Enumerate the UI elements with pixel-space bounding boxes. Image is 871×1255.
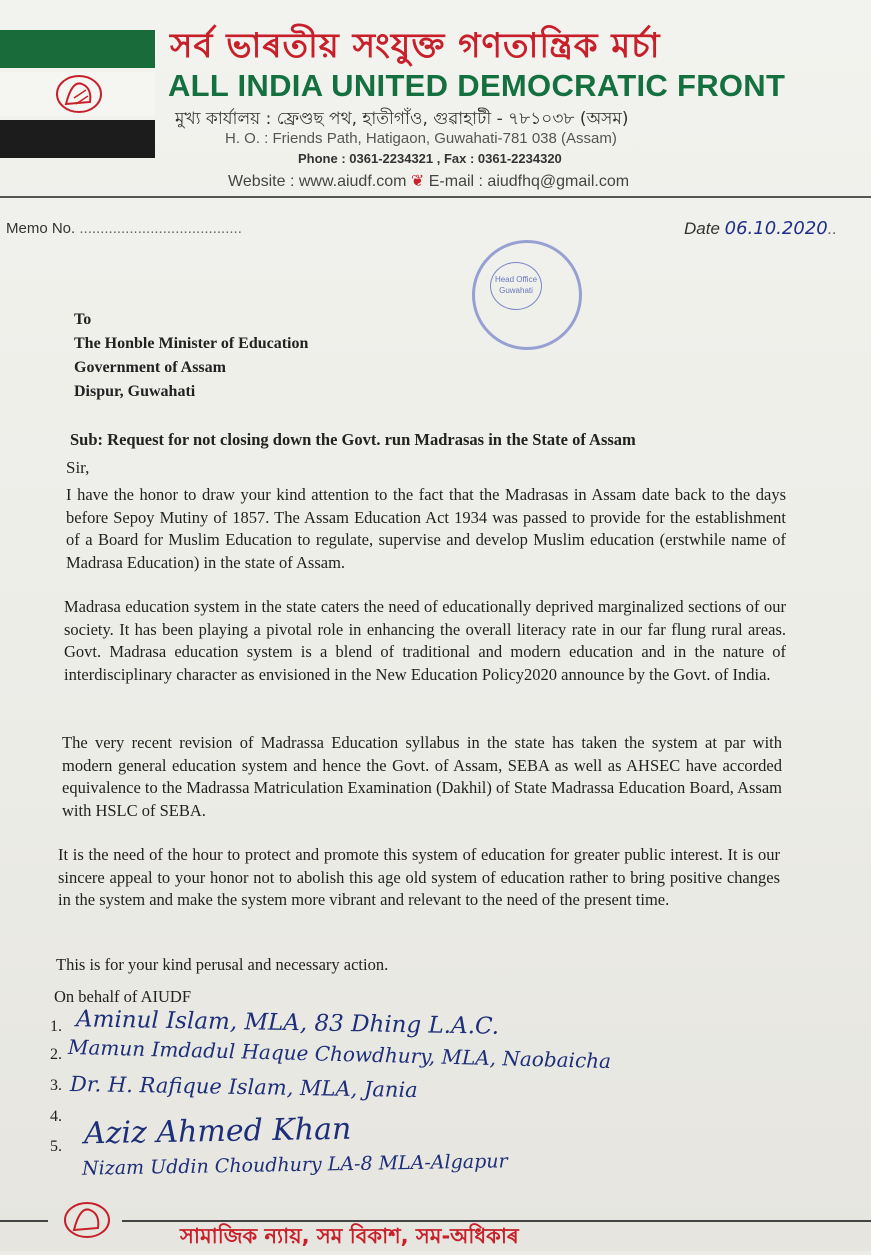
recipient-address [74, 308, 308, 404]
flag-green-stripe [0, 30, 155, 68]
email: E-mail : aiudfhq@gmail.com [428, 173, 630, 190]
seal-line-1: Head Office [494, 275, 538, 284]
recipient-line-2: Government of Assam [74, 359, 226, 376]
phone-fax: Phone : 0361-2234321 , Fax : 0361-2234320 [298, 151, 562, 166]
memo-dots: ....................................... [79, 220, 242, 237]
footer-slogan: সামাজিক ন্যায়, সম বিকাশ, সম-অধিকাৰ [180, 1224, 519, 1248]
memo-number [6, 220, 242, 237]
separator-logo-icon: ❦ [410, 173, 429, 190]
seal-line-2: Guwahati [499, 286, 533, 295]
date-label: Date [684, 219, 720, 238]
recipient-to: To [74, 311, 92, 328]
signatory-number-4: 4. [50, 1108, 62, 1125]
footer-line-left [0, 1220, 48, 1222]
signatory-number-1: 1. [50, 1018, 62, 1035]
flag-black-stripe [0, 120, 155, 158]
address-bengali: মুখ্য কাৰ্যালয় : ফ্ৰেণ্ডছ পথ, হাতীগাঁও, গুৱাহাটী - ৭৮১০৩৮ (অসম) [175, 109, 629, 129]
header-divider [0, 196, 871, 198]
paragraph-3: The very recent revision of Madrassa Education syllabus in the state has taken the system at par with modern general education system and hence the Govt. of Assam, SEBA as well as AHSEC have accorded equivalence to the Madrassa Matriculation Examination (Dakhil) of State Madrassa Education Board, Assam with HSLC of SEBA. [62, 733, 782, 820]
paragraph-4: It is the need of the hour to protect and promote this system of education for greater public interest. It is our sincere appeal to your honor not to abolish this age old system of education rather to bring positive changes in the system and make the system more vibrant and relevant to the need of the present time. [58, 845, 780, 909]
signatory-1: Aminul Islam, MLA, 83 Dhing L.A.C. [75, 1006, 500, 1040]
signatory-6: Nizam Uddin Choudhury LA-8 MLA-Algapur [81, 1150, 508, 1180]
paragraph-2: Madrasa education system in the state caters the need of educationally deprived marginalized sections of our society. It has been playing a pivotal role in enhancing the overall literacy rate in our far flung rural areas. Govt. Madrasa education system is a blend of traditional and modern education and in the nature of interdisciplinary character as envisioned in the New Education Policy2020 announce by the Govt. of India. [64, 597, 786, 684]
signatory-2: Mamun Imdadul Haque Chowdhury, MLA, Naobaicha [67, 1034, 612, 1074]
signatory-5: Aziz Ahmed Khan [83, 1111, 352, 1152]
date-value: 06.10.2020 [724, 218, 828, 239]
party-logo-icon [52, 70, 106, 116]
address-english: H. O. : Friends Path, Hatigaon, Guwahati-781 038 (Assam) [225, 130, 617, 147]
memo-label: Memo No. [6, 220, 76, 237]
seal-center [490, 262, 542, 310]
subject-line: Sub: Request for not closing down the Govt. run Madrasas in the State of Assam [70, 430, 636, 449]
website: Website : www.aiudf.com [228, 173, 407, 190]
closing-line: This is for your kind perusal and necessary action. [56, 955, 389, 974]
recipient-line-3: Dispur, Guwahati [74, 383, 196, 400]
behalf-line: On behalf of AIUDF [54, 987, 192, 1006]
recipient-line-1: The Honble Minister of Education [74, 335, 309, 352]
salutation: Sir, [66, 458, 90, 477]
contact-line [228, 171, 629, 191]
signatory-number-5: 5. [50, 1138, 62, 1155]
signatory-3: Dr. H. Rafique Islam, MLA, Jania [69, 1071, 418, 1103]
signatory-number-3: 3. [50, 1077, 62, 1094]
footer-party-logo-icon [60, 1198, 114, 1242]
party-title-english: ALL INDIA UNITED DEMOCRATIC FRONT [168, 68, 786, 103]
paragraph-1: I have the honor to draw your kind attention to the fact that the Madrasas in Assam date back to the days before Sepoy Mutiny of 1857. The Assam Education Act 1934 was passed to provide for the establishment of a Board for Muslim Education to regulate, supervise and develop Muslim education (erstwhile name of Madrasa Education) in the state of Assam. [66, 485, 786, 572]
date: Date 06.10.2020.. [684, 218, 838, 239]
signatory-number-2: 2. [50, 1046, 62, 1063]
party-title-bengali: সর্ব ভাৰতীয় সংযুক্ত গণতান্ত্ৰিক মৰ্চা [170, 26, 661, 66]
